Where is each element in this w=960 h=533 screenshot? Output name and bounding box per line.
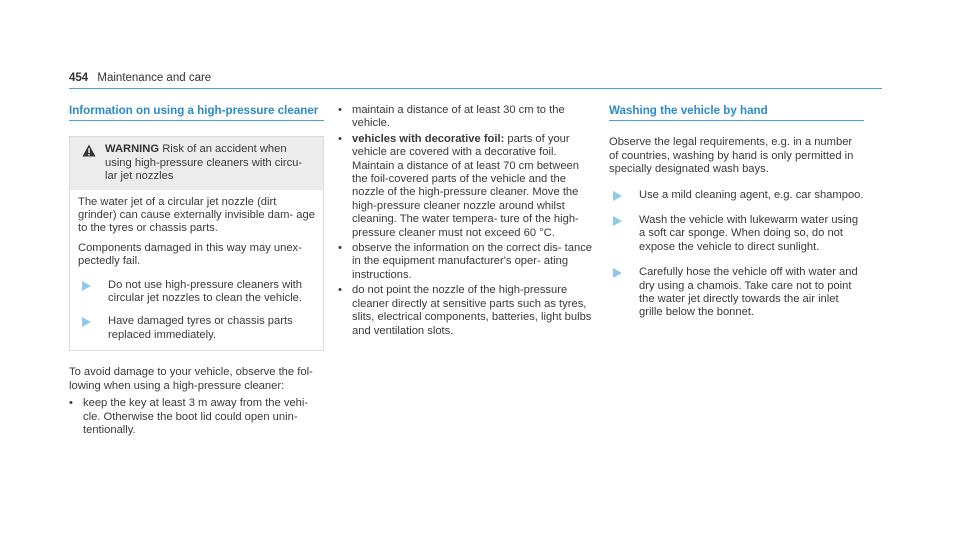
section-title-high-pressure: Information on using a high-pressure cleaner [69, 104, 324, 121]
list-item-text: observe the information on the correct dis- tance in the equipment manufacturer's oper- ating instructions. [352, 242, 593, 281]
header-rule [69, 88, 882, 89]
list-item [338, 242, 596, 282]
column-left [69, 104, 324, 440]
warning-paragraph: Components damaged in this way may unex- pectedly fail. [78, 241, 302, 268]
bullet-mark: • [338, 242, 342, 255]
list-item-text: keep the key at least 3 m away from the vehi- cle. Otherwise the boot lid could open unin- tentionally. [83, 397, 309, 436]
list-item-text: do not point the nozzle of the high-pressure cleaner directly at sensitive parts such as tyres, slits, electrical components, batteries, light bulbs and ventilation slots. [352, 284, 592, 337]
arrow-right-icon [613, 266, 627, 320]
bullet-mark: • [338, 104, 342, 116]
washing-step-text: Carefully hose the vehicle off with water and dry using a chamois. Take care not to point the water jet directly towards the air inlet grille below the bonnet. [639, 266, 858, 319]
bullet-list [338, 104, 596, 338]
page-number: 454 [69, 72, 89, 84]
section-title-washing: Washing the vehicle by hand [609, 104, 864, 121]
warning-step-text: Have damaged tyres or chassis parts replaced immediately. [108, 315, 293, 341]
list-item [338, 284, 596, 338]
washing-step [609, 214, 864, 254]
column-middle [338, 104, 596, 340]
list-item [338, 133, 596, 240]
intro-paragraph: To avoid damage to your vehicle, observe the fol- lowing when using a high-pressure cleaner: [69, 366, 313, 392]
bullet-list [69, 397, 324, 437]
page-header [69, 72, 211, 84]
washing-step [609, 189, 864, 202]
bullet-mark: • [338, 132, 342, 145]
bullet-mark: • [338, 284, 342, 297]
warning-paragraph: The water jet of a circular jet nozzle (dirt grinder) can cause externally invisible dam- age to the tyres or chassis parts. [78, 195, 315, 235]
list-item [338, 104, 596, 131]
warning-triangle-icon [82, 143, 98, 183]
list-item-bold: vehicles with decorative foil: [352, 132, 505, 145]
warning-step [78, 279, 315, 306]
warning-step [78, 315, 315, 342]
list-item-text: maintain a distance of at least 30 cm to the vehicle. [352, 104, 565, 130]
column-right [609, 104, 864, 332]
warning-step-text: Do not use high-pressure cleaners with circular jet nozzles to clean the vehicle. [108, 278, 303, 305]
warning-lead-text: Risk of an accident when using high-pressure cleaners with circu- lar jet nozzles [105, 143, 303, 183]
arrow-right-icon [613, 214, 627, 254]
arrow-right-icon [82, 279, 96, 306]
warning-header [70, 137, 323, 189]
list-item-text: parts of your vehicle are covered with a decorative foil. Maintain a distance of at least 70 cm between the foil-covered parts of the vehicle and the nozzle of the high-pressure cleaner. Move the high-pressure cleaner nozzle around whilst cleaning. The water tempera- ture of the high-pressure cleaner must not exceed 60 °C. [352, 132, 579, 239]
bullet-mark: • [69, 397, 73, 410]
arrow-right-icon [82, 315, 96, 342]
list-item [69, 397, 324, 437]
washing-step [609, 266, 864, 320]
washing-step-text: Wash the vehicle with lukewarm water using a soft car sponge. When doing so, do not expose the vehicle to direct sunlight. [639, 214, 859, 253]
arrow-right-icon [613, 189, 627, 202]
warning-box [69, 136, 324, 351]
warning-lead [105, 143, 315, 183]
warning-label: WARNING [105, 143, 160, 156]
washing-step-text: Use a mild cleaning agent, e.g. car shampoo. [639, 188, 864, 201]
section-name: Maintenance and care [97, 72, 212, 84]
warning-body [70, 190, 323, 351]
intro-paragraph: Observe the legal requirements, e.g. in a number of countries, washing by hand is only permitted in specially designated wash bays. [609, 136, 854, 176]
